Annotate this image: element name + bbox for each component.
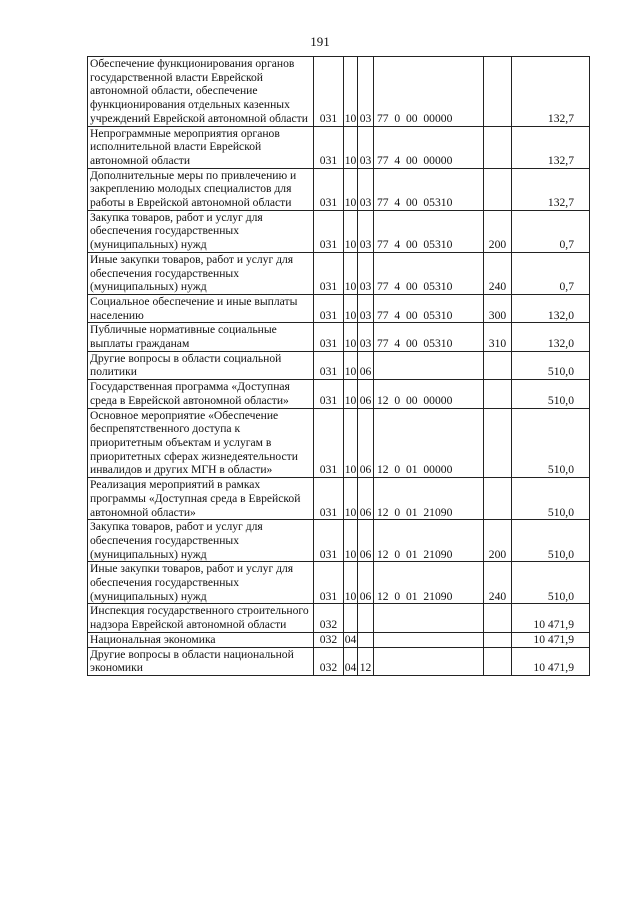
section-code-cell: 10 — [344, 252, 358, 294]
expense-type-cell — [484, 604, 512, 632]
amount-cell: 10 471,9 — [512, 632, 590, 647]
expense-type-cell — [484, 632, 512, 647]
amount-cell: 132,0 — [512, 294, 590, 322]
section-code-cell: 04 — [344, 632, 357, 646]
target-article-cell: 77 4 00 05310 — [374, 294, 484, 322]
expense-type-cell — [484, 647, 512, 675]
row-name-cell: Иные закупки товаров, работ и услуг для обеспечения государственных (муниципальных) нужд — [88, 562, 314, 604]
section-code-cell: 10 — [344, 562, 358, 604]
expense-type-cell: 200 — [484, 520, 512, 562]
amount-cell: 10 471,9 — [512, 604, 590, 632]
section-code-cell: 04 — [344, 647, 358, 675]
subsection-code-cell: 06 — [358, 351, 374, 379]
table-row — [88, 351, 590, 379]
table-row — [88, 168, 590, 210]
target-article-cell: 77 4 00 05310 — [374, 210, 484, 252]
table-row — [88, 632, 590, 647]
table-row — [88, 408, 590, 478]
target-article-cell — [374, 632, 484, 647]
amount-cell: 132,7 — [512, 57, 590, 127]
row-name-cell: Другие вопросы в области социальной политики — [88, 351, 314, 379]
subsection-code-cell: 03 — [358, 294, 374, 322]
subsection-code-cell: 06 — [358, 478, 374, 520]
subsection-code-cell: 03 — [358, 252, 374, 294]
target-article-cell — [374, 647, 484, 675]
amount-cell: 10 471,9 — [512, 647, 590, 675]
table-row — [88, 323, 590, 351]
subsection-code-cell — [358, 632, 374, 647]
table-row — [88, 210, 590, 252]
target-article-cell: 77 4 00 00000 — [374, 126, 484, 168]
expense-type-cell: 200 — [484, 210, 512, 252]
section-code-cell: 10 — [344, 380, 358, 408]
page-number: 191 — [310, 34, 330, 49]
expense-type-cell: 240 — [484, 562, 512, 604]
row-name-cell: Другие вопросы в области национальной экономики — [88, 647, 314, 675]
table-row — [88, 647, 590, 675]
target-article-cell: 77 4 00 05310 — [374, 168, 484, 210]
expense-type-cell — [484, 57, 512, 127]
ministry-code-cell: 031 — [314, 520, 344, 562]
table-row — [88, 252, 590, 294]
table-row — [88, 57, 590, 127]
target-article-cell: 12 0 01 21090 — [374, 520, 484, 562]
target-article-cell: 12 0 01 00000 — [374, 408, 484, 478]
target-article-cell — [374, 604, 484, 632]
table-row — [88, 604, 590, 632]
section-code-cell: 10 — [344, 520, 358, 562]
target-article-cell: 12 0 01 21090 — [374, 478, 484, 520]
section-code-cell: 10 — [344, 478, 358, 520]
expense-type-cell: 240 — [484, 252, 512, 294]
section-code-cell: 10 — [344, 126, 358, 168]
row-name-cell: Национальная экономика — [88, 632, 314, 647]
amount-cell: 132,7 — [512, 126, 590, 168]
target-article-cell: 12 0 01 21090 — [374, 562, 484, 604]
section-code-cell: 10 — [344, 210, 358, 252]
amount-cell: 0,7 — [512, 252, 590, 294]
ministry-code-cell: 031 — [314, 408, 344, 478]
table-row — [88, 126, 590, 168]
amount-cell: 510,0 — [512, 351, 590, 379]
section-code-cell: 10 — [344, 323, 358, 351]
row-name-cell: Социальное обеспечение и иные выплаты населению — [88, 294, 314, 322]
row-name-cell: Публичные нормативные социальные выплаты гражданам — [88, 323, 314, 351]
expense-type-cell — [484, 380, 512, 408]
subsection-code-cell: 06 — [358, 380, 374, 408]
amount-cell: 510,0 — [512, 380, 590, 408]
expense-type-cell — [484, 408, 512, 478]
budget-table — [87, 56, 590, 676]
expense-type-cell — [484, 351, 512, 379]
table-row — [88, 478, 590, 520]
row-name-cell: Иные закупки товаров, работ и услуг для обеспечения государственных (муниципальных) нужд — [88, 252, 314, 294]
amount-cell: 510,0 — [512, 478, 590, 520]
subsection-code-cell: 06 — [358, 408, 374, 478]
ministry-code-cell: 031 — [314, 562, 344, 604]
target-article-cell: 12 0 00 00000 — [374, 380, 484, 408]
amount-cell: 132,7 — [512, 168, 590, 210]
row-name-cell: Основное мероприятие «Обеспечение беспрепятственного доступа к приоритетным объектам и услугам в приоритетных сферах жизнедеятельности инвалидов и других МГН в области» — [88, 408, 314, 478]
amount-cell: 132,0 — [512, 323, 590, 351]
table-row — [88, 294, 590, 322]
ministry-code-cell: 031 — [314, 168, 344, 210]
ministry-code-cell: 031 — [314, 210, 344, 252]
ministry-code-cell: 031 — [314, 57, 344, 127]
subsection-code-cell: 12 — [358, 647, 374, 675]
expense-type-cell: 300 — [484, 294, 512, 322]
row-name-cell: Закупка товаров, работ и услуг для обеспечения государственных (муниципальных) нужд — [88, 210, 314, 252]
expense-type-cell — [484, 168, 512, 210]
subsection-code-cell: 03 — [358, 168, 374, 210]
section-code-cell — [344, 604, 358, 632]
row-name-cell: Реализация мероприятий в рамках программы «Доступная среда в Еврейской автономной области» — [88, 478, 314, 520]
section-code-cell: 10 — [344, 351, 358, 379]
amount-cell: 0,7 — [512, 210, 590, 252]
ministry-code-cell: 032 — [314, 604, 344, 632]
subsection-code-cell: 06 — [358, 520, 374, 562]
ministry-code-cell: 031 — [314, 252, 344, 294]
row-name-cell: Закупка товаров, работ и услуг для обеспечения государственных (муниципальных) нужд — [88, 520, 314, 562]
table-row — [88, 520, 590, 562]
target-article-cell: 77 0 00 00000 — [374, 57, 484, 127]
expense-type-cell: 310 — [484, 323, 512, 351]
amount-cell: 510,0 — [512, 520, 590, 562]
ministry-code-cell: 031 — [314, 351, 344, 379]
section-code-cell: 10 — [344, 294, 358, 322]
subsection-code-cell: 03 — [358, 126, 374, 168]
ministry-code-cell: 031 — [314, 323, 344, 351]
table-row — [88, 380, 590, 408]
ministry-code-cell: 031 — [314, 126, 344, 168]
table-row — [88, 562, 590, 604]
subsection-code-cell: 03 — [358, 323, 374, 351]
row-name-cell: Обеспечение функционирования органов государственной власти Еврейской автономной области, обеспечение функционирования отдельных казенных учреждений Еврейской автономной области — [88, 57, 314, 127]
target-article-cell: 77 4 00 05310 — [374, 252, 484, 294]
subsection-code-cell: 06 — [358, 562, 374, 604]
subsection-code-cell — [358, 604, 374, 632]
ministry-code-cell: 031 — [314, 294, 344, 322]
ministry-code-cell: 031 — [314, 478, 344, 520]
row-name-cell: Непрограммные мероприятия органов исполнительной власти Еврейской автономной области — [88, 126, 314, 168]
ministry-code-cell: 031 — [314, 380, 344, 408]
section-code-cell: 10 — [344, 168, 358, 210]
amount-cell: 510,0 — [512, 408, 590, 478]
subsection-code-cell: 03 — [358, 57, 374, 127]
target-article-cell — [374, 351, 484, 379]
row-name-cell: Государственная программа «Доступная среда в Еврейской автономной области» — [88, 380, 314, 408]
ministry-code-cell: 032 — [314, 632, 344, 647]
table-body — [88, 57, 590, 676]
row-name-cell: Дополнительные меры по привлечению и закреплению молодых специалистов для работы в Еврейской автономной области — [88, 168, 314, 210]
amount-cell: 510,0 — [512, 562, 590, 604]
target-article-cell: 77 4 00 05310 — [374, 323, 484, 351]
expense-type-cell — [484, 478, 512, 520]
section-code-cell: 10 — [344, 57, 358, 127]
section-code-cell: 10 — [344, 408, 358, 478]
expense-type-cell — [484, 126, 512, 168]
ministry-code-cell: 032 — [314, 647, 344, 675]
subsection-code-cell: 03 — [358, 210, 374, 252]
row-name-cell: Инспекция государственного строительного надзора Еврейской автономной области — [88, 604, 314, 632]
